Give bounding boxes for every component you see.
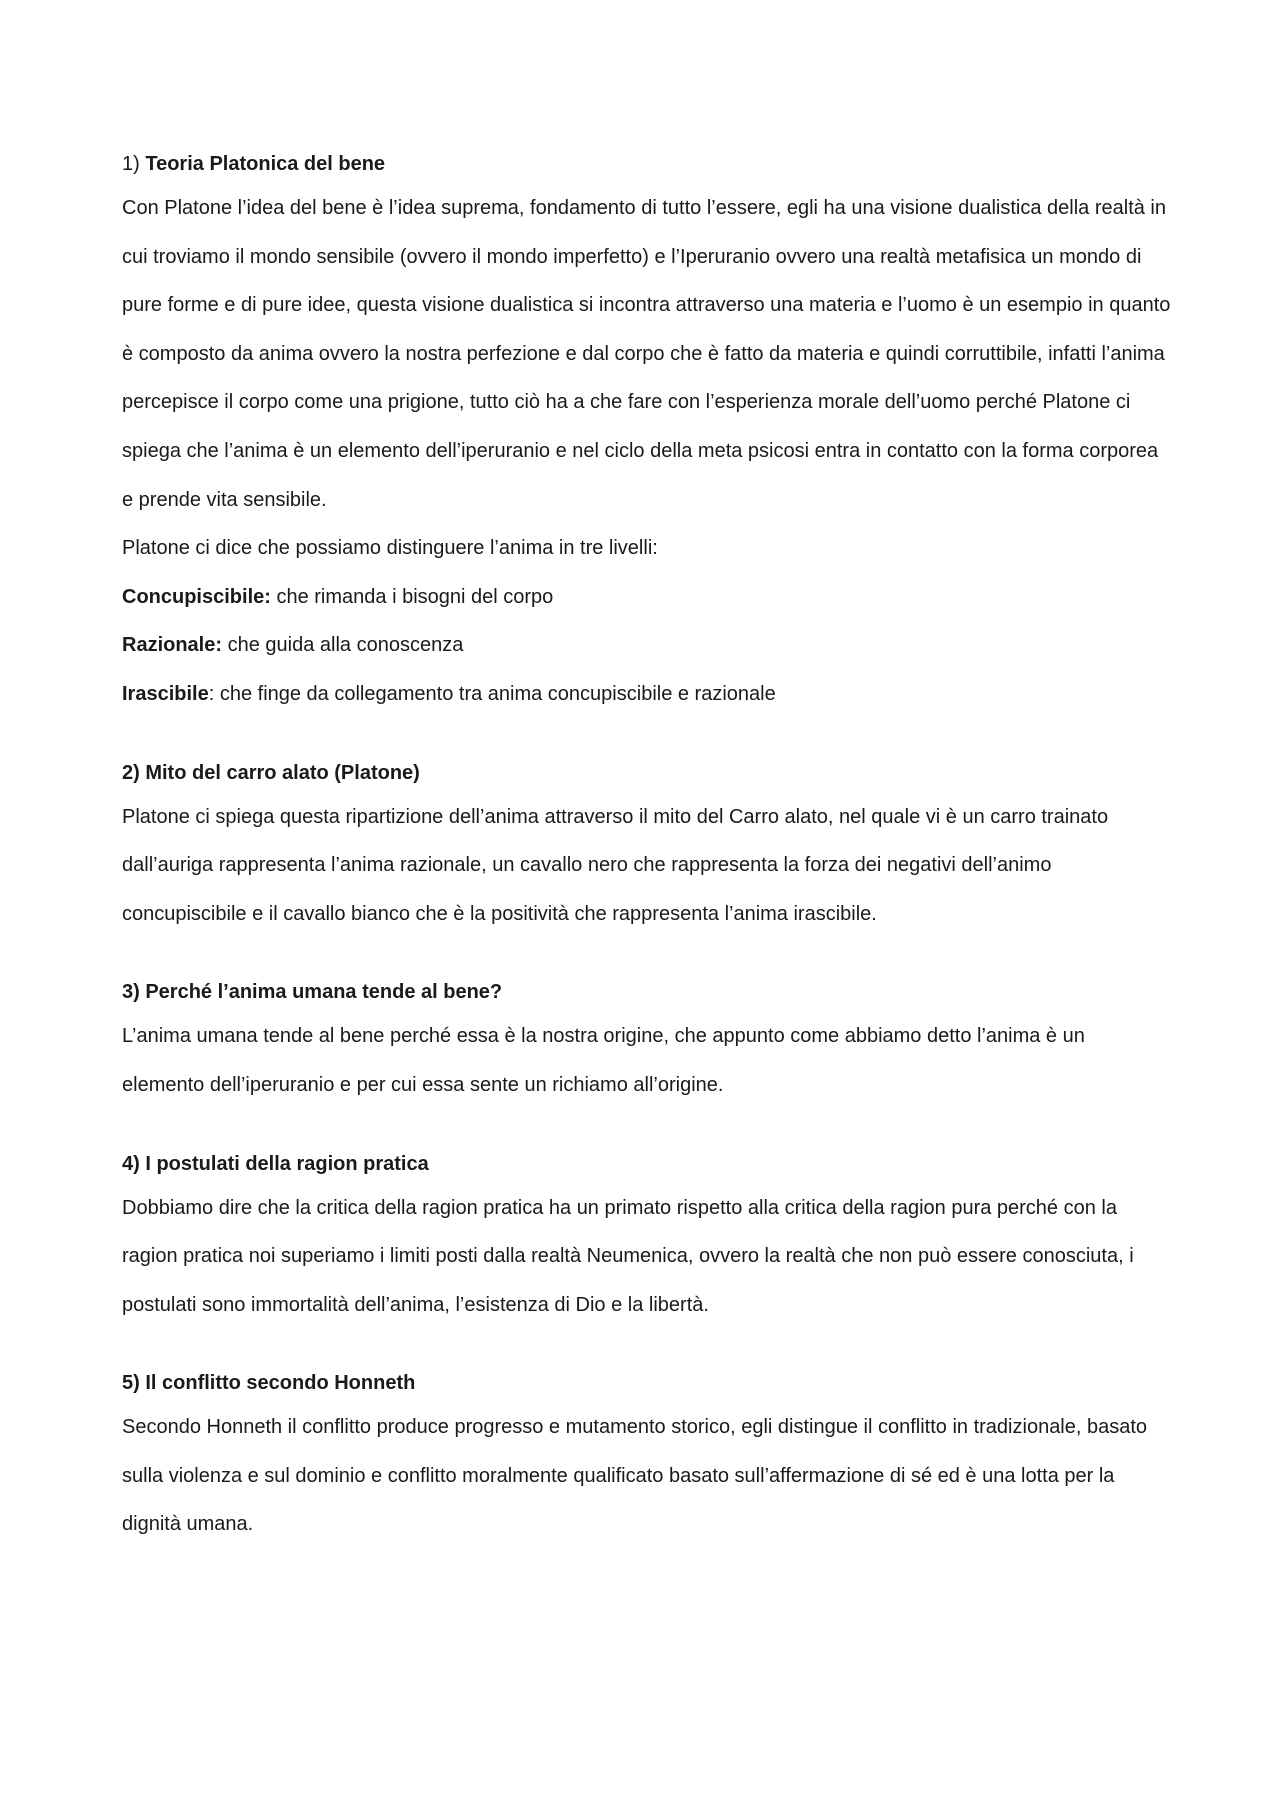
section-title-label: Teoria Platonica del bene [145, 153, 386, 175]
term-label: Razionale: [122, 634, 223, 657]
section-paragraph: L’anima umana tende al bene perché essa è la nostra origine, che appunto come abbiamo detto l’anima è un elemento dell’iperuranio e per cui essa sente un richiamo all’origine. [122, 1025, 1085, 1096]
section-title: 2) Mito del carro alato (Platone) [122, 761, 420, 784]
section-paragraph: Platone ci spiega questa ripartizione dell’anima attraverso il mito del Carro alato, nel quale vi è un carro trainato dall’auriga rappresenta l’anima razionale, un cavallo nero che rappresenta la forza dei negativi dell’animo concupiscibile e il cavallo bianco che è la positività che rappresenta l’anima irascibile. [122, 805, 1109, 925]
section-intro: Platone ci dice che possiamo distinguere l’anima in tre livelli: [122, 537, 658, 560]
term-desc: che guida alla conoscenza [222, 634, 464, 657]
section-5 [122, 1369, 1172, 1549]
section-4 [122, 1150, 1172, 1330]
section-paragraph: Dobbiamo dire che la critica della ragion pratica ha un primato rispetto alla critica della ragion pura perché con la ragion pratica noi superiamo i limiti posti dalla realtà Neumenica, ovvero la realtà che non può essere conosciuta, i postulati sono immortalità dell’anima, l’esistenza di Dio e la libertà. [122, 1196, 1134, 1316]
section-title: 4) I postulati della ragion pratica [122, 1152, 429, 1175]
term-razionale [122, 621, 1172, 670]
section-number: 1) [122, 153, 140, 175]
section-3 [122, 978, 1172, 1109]
section-2 [122, 759, 1172, 939]
term-irascibile [122, 670, 1172, 719]
term-desc: che rimanda i bisogni del corpo [270, 585, 554, 608]
term-label: Concupiscibile: [122, 585, 271, 608]
term-label: Irascibile [122, 682, 209, 705]
section-1 [122, 150, 1172, 719]
section-paragraph: Con Platone l’idea del bene è l’idea suprema, fondamento di tutto l’essere, egli ha una visione dualistica della realtà in cui troviamo il mondo sensibile (ovvero il mondo imperfetto) e l’Iperuranio ovvero una realtà metafisica un mondo di pure forme e di pure idee, questa visione dualistica si incontra attraverso una materia e l’uomo è un esempio in quanto è composto da anima ovvero la nostra perfezione e dal corpo che è fatto da materia e quindi corruttibile, infatti l’anima percepisce il corpo come una prigione, tutto ciò ha a che fare con l’esperienza morale dell’uomo perché Platone ci spiega che l’anima è un elemento dell’iperuranio e nel ciclo della meta psicosi entra in contatto con la forma corporea e prende vita sensibile. [122, 197, 1171, 511]
term-concupiscibile [122, 573, 1172, 622]
section-title [122, 150, 1172, 178]
section-paragraph: Secondo Honneth il conflitto produce progresso e mutamento storico, egli distingue il conflitto in tradizionale, basato sulla violenza e sul dominio e conflitto moralmente qualificato basato sull’affermazione di sé ed è una lotta per la dignità umana. [122, 1416, 1148, 1536]
section-title: 5) Il conflitto secondo Honneth [122, 1372, 416, 1395]
section-title: 3) Perché l’anima umana tende al bene? [122, 981, 503, 1004]
document-page [122, 150, 1172, 1589]
term-desc: : che finge da collegamento tra anima concupiscibile e razionale [208, 682, 776, 705]
